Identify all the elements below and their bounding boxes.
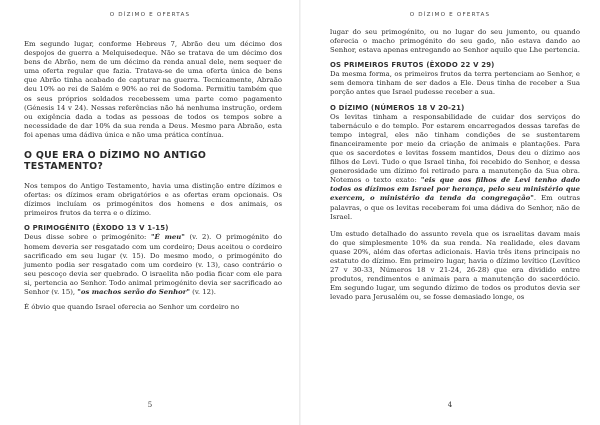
running-head: O DÍZIMO E OFERTAS [109, 12, 191, 18]
paragraph [24, 233, 282, 297]
running-head: O DÍZIMO E OFERTAS [409, 12, 491, 18]
subsection-heading: OS PRIMEIROS FRUTOS (ÊXODO 22 V 29) [330, 61, 495, 70]
paragraph: Da mesma forma, os primeiros frutos da terra pertenciam ao Senhor, e sem demora tinham de ser dados a Ele. Deus tinha de receber a Sua porção antes que Israel pudesse receber a sua. [330, 70, 580, 97]
text: Os levitas tinham a responsabilidade de cuidar dos serviços do tabernáculo e do templo. Por estarem encarregados dessas tarefas de tempo integral, eles não tinham condições de se sustentarem financeiramente por meio da criação de animais e plantações. Para que os sacerdotes e levitas fossem mantidos, Deus deu o dízimo aos filhos de Levi. Tudo o que Israel tinha, foi recebido do Senhor, e dessa generosidade um dízimo foi retirado para a manutenção da Sua obra. Notemos o texto exato: [330, 112, 580, 185]
paragraph: É óbvio que quando Israel oferecia ao Senhor um cordeiro no [24, 303, 240, 312]
subsection-heading: O PRIMOGÉNITO (ÊXODO 13 V 1-15) [24, 224, 169, 233]
section-heading: O QUE ERA O DÍZIMO NO ANTIGO TESTAMENTO? [24, 150, 207, 173]
paragraph: Em segundo lugar, conforme Hebreus 7, Abrão deu um décimo dos despojos de guerra a Melquisedeque. Não se tratava de um décimo dos bens de Abrão, nem de um décimo da renda anual dele, nem sequer de uma oferta regular que fazia. Tratava-se de uma oferta única de bens que Abrão tinha acabado de capturar na guerra. Tecnicamente, Abraão deu 10% ao rei de Salém e 90% ao rei de Sodoma. Permitiu também que os seus próprios soldados recebessem uma parte como pagamento (Génesis 14 v 24). Nessas referências não há nenhuma instrução, ordem ou exigência dada a todas as pessoas de todos os tempos sobre a necessidade de dar 10% da sua renda a Deus. Mesmo para Abraão, esta foi apenas uma dádiva única e não uma prática contínua. [24, 40, 282, 139]
scripture-quote: "eis que aos filhos de Levi tenho dado todos os dízimos em Israel por herança, pelo seu ministério que exercem, o ministério da tenda da congregação" [330, 176, 580, 203]
paragraph: Um estudo detalhado do assunto revela que os israelitas davam mais do que simplesmente 10% da sua renda. Na realidade, eles davam quase 20%, além das ofertas adicionais. Havia três itens principais no estatuto do dízimo. Em primeiro lugar, havia o dízimo levítico (Levítico 27 v 30-33, Números 18 v 21-24, 26-28) que era dividido entre produtos, rendimentos e animais para a manutenção do sacerdócio. Em segundo lugar, um segundo dízimo de todos os produtos devia ser levado para Jerusalém ou, se fosse demasiado longe, os [330, 229, 580, 302]
text: (v. 2). O primogénito do homem deveria ser resgatado com um cordeiro; Deus aceitou o cordeiro sacrificado em seu lugar (v. 15). Do mesmo modo, o primogénito do jumento podia ser resgatado com um cordeiro (v. 13), caso contrário o seu pescoço devia ser quebrado. O israelita não podia ficar com ele para si, pertencia ao Senhor. Todo animal primogénito devia ser sacrificado ao Senhor (v. 15), [24, 233, 282, 296]
right-page [300, 0, 600, 425]
paragraph [330, 113, 580, 222]
page-number: 5 [147, 401, 153, 409]
subsection-heading: O DÍZIMO (NÚMEROS 18 V 20-21) [330, 103, 465, 112]
left-page-content [24, 40, 282, 318]
text: . Em outras palavras, o que os levitas receberam foi uma dádiva do Senhor, não de Israel. [330, 194, 580, 221]
text: Deus disse sobre o primogénito: [24, 233, 151, 242]
text: (v. 12). [189, 287, 216, 296]
paragraph: lugar do seu primogénito, ou no lugar do seu jumento, ou quando oferecia o macho primogénito do seu gado, não estava dando ao Senhor, estava apenas entregando ao Senhor aquilo que Lhe pertencia. [330, 28, 580, 55]
scripture-quote: "É meu" [150, 233, 185, 242]
scripture-quote: "os machos serão do Senhor" [77, 287, 190, 296]
paragraph: Nos tempos do Antigo Testamento, havia uma distinção entre dízimos e ofertas: os dízimos eram obrigatórios e as ofertas eram opcionais. Os dízimos incluíam os primogénitos dos homens e dos animais, os primeiros frutos da terra e o dízimo. [24, 182, 282, 218]
page-number: 4 [447, 401, 453, 409]
right-page-content [330, 28, 580, 308]
